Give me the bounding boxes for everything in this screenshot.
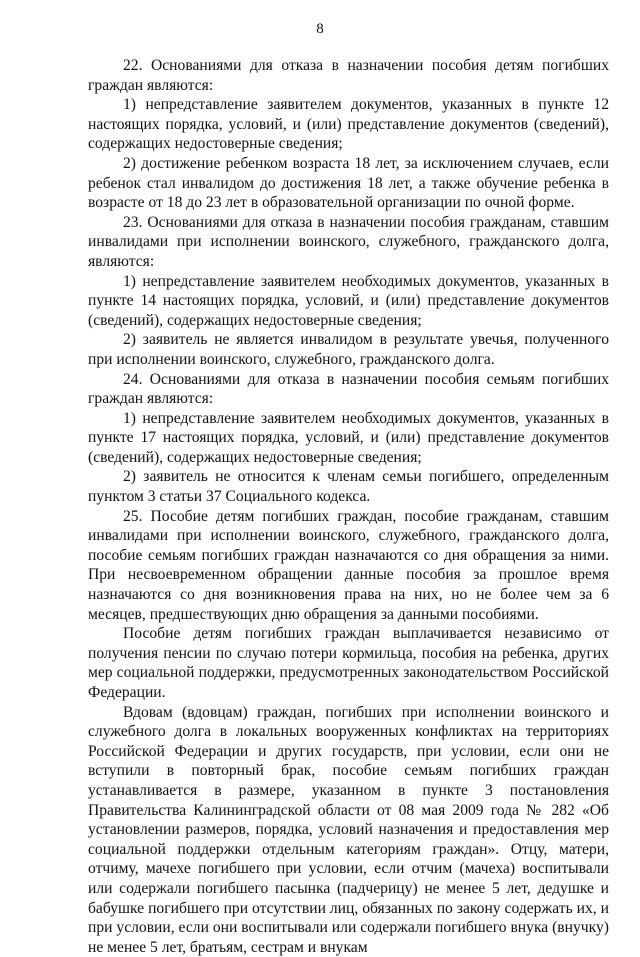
paragraph-22-item-1: 1) непредставление заявителем документов, указанных в пункте 12 настоящих порядка, условий, и (или) представление документов (сведений), содержащих недостоверные сведения; [88,96,609,153]
paragraph-widows: Вдовам (вдовцам) граждан, погибших при исполнении воинского и служебного долга в локальных вооруженных конфликтах на территориях Российской Федерации и других государств, при условии, если они не вступили в повторный брак, пособие семьям погибших граждан устанавливается в размере, указанном в пункте 3 постановления Правительства Калининградской области от 08 мая 2009 года № 282 «Об установлении размеров, порядка, условий назначения и предоставления мер социальной поддержки отдельным категориям граждан». Отцу, матери, отчиму, мачехе погибшего при условии, если отчим (мачеха) воспитывали или содержали погибшего пасынка (падчерицу) не менее 5 лет, дедушке и бабушке погибшего при отсутствии лиц, обязанных по закону содержать их, и при условии, если они воспитывали или содержали погибшего внука (внучку) не менее 5 лет, братьям, сестрам и внукам [88,703,609,956]
paragraph-24-item-1: 1) непредставление заявителем необходимых документов, указанных в пункте 17 настоящих порядка, условий, и (или) представление документов (сведений), содержащих недостоверные сведения; [88,409,609,466]
paragraph-24-heading: 24. Основаниями для отказа в назначении пособия семьям погибших граждан являются: [88,370,609,408]
paragraph-22-heading: 22. Основаниями для отказа в назначении пособия детям погибших граждан являются: [88,57,609,94]
paragraph-23-item-2: 2) заявитель не является инвалидом в результате увечья, полученного при исполнении воинского, служебного, гражданского долга. [88,331,609,368]
paragraph-22-item-2: 2) достижение ребенком возраста 18 лет, за исключением случаев, если ребенок стал инвалидом до достижения 18 лет, а также обучение ребенка в возрасте от 18 до 23 лет в образовательной организации по очной форме. [88,154,609,212]
paragraph-24-item-2: 2) заявитель не относится к членам семьи погибшего, определенным пунктом 3 статьи 37 Социального кодекса. [88,468,609,506]
paragraph-benefit-payment: Пособие детям погибших граждан выплачивается независимо от получения пенсии по случаю потери кормильца, пособия на ребенка, других мер социальной поддержки, предусмотренных законодательством Российской Федерации. [88,625,609,701]
paragraph-25: 25. Пособие детям погибших граждан, пособие гражданам, ставшим инвалидами при исполнении воинского, служебного, гражданского долга, пособие семьям погибших граждан назначаются со дня обращения за ними. При несвоевременном обращении данные пособия за прошлое время назначаются со дня возникновения права на них, но не более чем за 6 месяцев, предшествующих дню обращения за данными пособиями. [88,507,609,623]
document-body [88,56,609,957]
page-number: 8 [316,21,324,37]
paragraph-23-item-1: 1) непредставление заявителем необходимых документов, указанных в пункте 14 настоящих порядка, условий, и (или) представление документов (сведений), содержащих недостоверные сведения; [88,272,609,329]
paragraph-23-heading: 23. Основаниями для отказа в назначении пособия гражданам, ставшим инвалидами при исполнении воинского, служебного, гражданского долга, являются: [88,213,609,270]
